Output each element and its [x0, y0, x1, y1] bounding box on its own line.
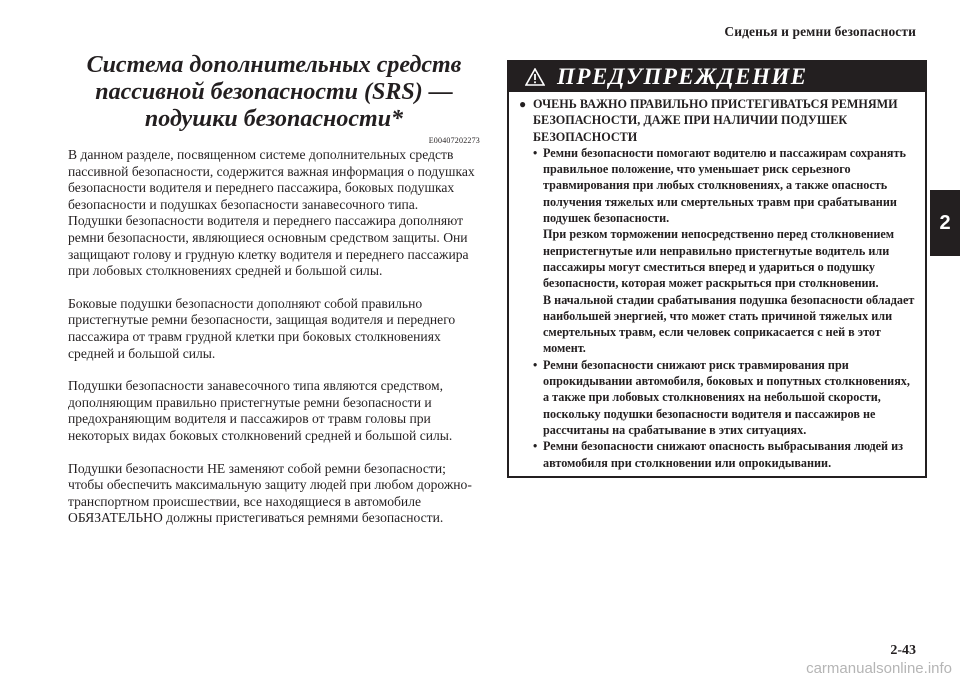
paragraph-curtain-airbags: Подушки безопасности занавесочного типа являются средством, дополняющим правильно пристегнутые ремни безопасности и предохраняющим водителя и пассажиров от травм головы при некоторых видах боковых столкновений средней и большой силы. — [68, 378, 453, 443]
warning-box — [507, 60, 927, 478]
warning-lead — [519, 96, 915, 145]
bullet-icon: • — [533, 439, 538, 454]
paragraph-seatbelt-note: Подушки безопасности НЕ заменяют собой ремни безопасности; чтобы обеспечить максимальную защиту людей при любом дорожно-транспортном происшествии, все находящиеся в автомобиле ОБЯЗАТЕЛЬНО должны пристегиваться ремнями безопасности. — [68, 460, 472, 526]
bullet-icon: • — [533, 145, 538, 160]
warning-bullet — [519, 438, 915, 471]
warning-bullet — [519, 145, 915, 357]
warning-title: ПРЕДУПРЕЖДЕНИЕ — [557, 64, 808, 89]
warning-bullet-1-part-1: Ремни безопасности помогают водителю и пассажирам сохранять правильное положение, что уменьшает риск серьезного травмирования при любых столкновениях, а также опасность получения тяжелых или смертельных травм при срабатывании подушек безопасности. — [543, 145, 906, 226]
warning-bullet-3: Ремни безопасности снижают опасность выбрасывания людей из автомобиля при столкновении или опрокидывании. — [543, 439, 904, 470]
large-bullet-icon: ● — [519, 97, 527, 111]
warning-body — [509, 92, 925, 471]
section-heading — [68, 52, 480, 133]
warning-header — [509, 62, 925, 92]
warning-bullet-2: Ремни безопасности снижают риск травмирования при опрокидывании автомобиля, боковых и попутных столкновениях, а также при лобовых столкновениях на небольшой скорости, поскольку подушки безопасности водителя и пассажиров не рассчитаны на срабатывание в этих ситуациях. — [543, 357, 910, 437]
paragraph-intro: В данном разделе, посвященном системе дополнительных средств пассивной безопасности, содержится важная информация о подушках безопасности водителя и переднего пассажира, боковых подушках безопасности и подушках безопасности занавесочного типа. — [68, 147, 475, 212]
heading-line-3: подушки безопасности* — [144, 106, 404, 132]
chapter-number: 2 — [939, 211, 951, 234]
chapter-tab — [930, 190, 960, 256]
warning-triangle-icon — [525, 68, 545, 86]
section-column — [68, 52, 480, 543]
heading-line-1: Система дополнительных средств — [86, 52, 462, 78]
bullet-icon: • — [533, 357, 538, 372]
warning-bullet-1-part-2: При резком торможении непосредственно перед столкновением непристегнутые или неправильно пристегнутые водитель или пассажиры могут сместиться вперед и удариться о подушку безопасности, которая может раскрыться при столкновении. — [543, 227, 895, 291]
reference-code: E00407202273 — [428, 136, 480, 145]
watermark: carmanualsonline.info — [806, 660, 952, 677]
warning-lead-text: ОЧЕНЬ ВАЖНО ПРАВИЛЬНО ПРИСТЕГИВАТЬСЯ РЕМНЯМИ БЕЗОПАСНОСТИ, ДАЖЕ ПРИ НАЛИЧИИ ПОДУШЕК БЕЗОПАСНОСТИ — [533, 97, 898, 144]
paragraph-side-airbags: Боковые подушки безопасности дополняют собой правильно пристегнутые ремни безопасности, защищая водителя и переднего пассажира от травм грудной клетки при боковых столкновениях средней и большой силы. — [68, 295, 456, 361]
paragraph-front-airbags: Подушки безопасности водителя и переднего пассажира дополняют ремни безопасности, являющиеся основным средством защиты. Они защищают голову и грудную клетку водителя и переднего пассажира при лобовых столкновениях средней и большой силы. — [68, 213, 469, 279]
warning-bullet-1-part-3: В начальной стадии срабатывания подушка безопасности обладает наибольшей энергией, что может стать причиной тяжелых или смертельных травм, если человек соприкасается с ней в этот момент. — [543, 292, 915, 356]
running-header: Сиденья и ремни безопасности — [724, 24, 916, 39]
page-number: 2-43 — [890, 643, 916, 658]
warning-bullet — [519, 357, 915, 438]
heading-line-2: пассивной безопасности (SRS) — — [95, 79, 453, 105]
